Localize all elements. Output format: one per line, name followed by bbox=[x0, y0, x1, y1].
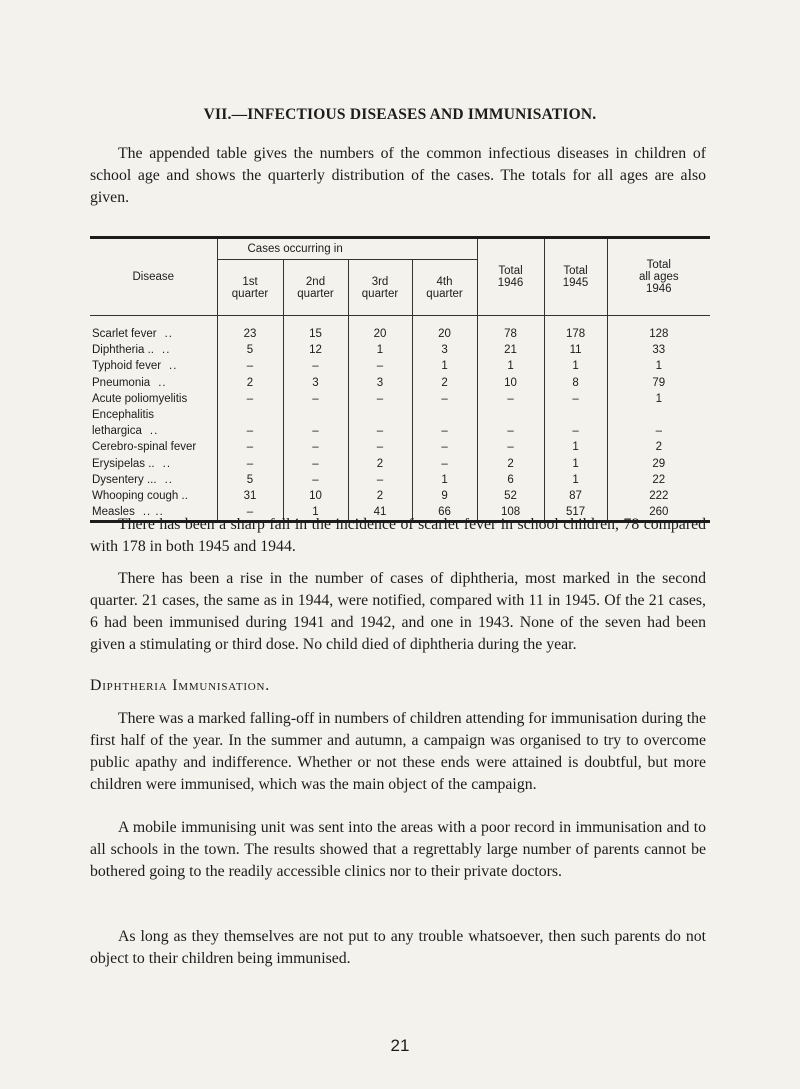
cell-q2: – bbox=[283, 439, 348, 455]
cell-q2: 15 bbox=[283, 326, 348, 342]
header-total-1946-line2: 1946 bbox=[497, 277, 524, 289]
table-row bbox=[90, 342, 710, 358]
cell-t1945: 8 bbox=[544, 375, 607, 391]
table-row bbox=[90, 407, 710, 423]
cell-q1: – bbox=[217, 358, 283, 374]
cell-q4: 1 bbox=[412, 358, 477, 374]
header-q4-line2: quarter bbox=[426, 287, 463, 300]
cell-all: 1 bbox=[607, 358, 710, 374]
table-row bbox=[90, 326, 710, 342]
cell-q1: – bbox=[217, 423, 283, 439]
cell-t1945: 178 bbox=[544, 326, 607, 342]
cell-q3: – bbox=[348, 391, 412, 407]
cell-all bbox=[607, 407, 710, 423]
cell-all: 1 bbox=[607, 391, 710, 407]
leader-dots: .. bbox=[162, 457, 172, 470]
cell-t1945: 1 bbox=[544, 472, 607, 488]
cell-q2: 12 bbox=[283, 342, 348, 358]
table-row bbox=[90, 375, 710, 391]
disease-name: Pneumonia bbox=[92, 376, 151, 389]
table-row bbox=[90, 391, 710, 407]
cell-q1 bbox=[217, 407, 283, 423]
cell-t1945: 87 bbox=[544, 488, 607, 504]
disease-name-cell bbox=[90, 342, 217, 358]
disease-name-cell bbox=[90, 358, 217, 374]
disease-name: Typhoid fever bbox=[92, 360, 162, 373]
cell-q2: 1 bbox=[283, 504, 348, 520]
cell-all: 2 bbox=[607, 439, 710, 455]
header-q3 bbox=[348, 260, 412, 316]
disease-name: Dysentery ... bbox=[92, 473, 157, 486]
header-all-line2: all ages bbox=[638, 271, 679, 283]
cell-t1945: 1 bbox=[544, 456, 607, 472]
cell-q3: 1 bbox=[348, 342, 412, 358]
disease-name-cell bbox=[90, 456, 217, 472]
cell-q2: – bbox=[283, 456, 348, 472]
diseases-table bbox=[90, 236, 710, 523]
cell-t1946 bbox=[477, 407, 544, 423]
header-total-1945 bbox=[544, 239, 607, 316]
cell-q1: – bbox=[217, 391, 283, 407]
disease-name: Encephalitis bbox=[92, 409, 155, 422]
table-body bbox=[90, 316, 710, 521]
cell-q1: 23 bbox=[217, 326, 283, 342]
header-total-1945-line2: 1945 bbox=[562, 277, 589, 289]
header-total-all-ages bbox=[607, 239, 710, 316]
header-q3-line1: 3rd bbox=[371, 275, 389, 288]
cell-q2: – bbox=[283, 423, 348, 439]
cell-q3: 20 bbox=[348, 326, 412, 342]
cell-q1: – bbox=[217, 504, 283, 520]
leader-dots: .. bbox=[149, 425, 159, 438]
disease-name: Cerebro-spinal fever bbox=[92, 441, 197, 454]
disease-name: Acute poliomyelitis bbox=[92, 392, 188, 405]
leader-dots: .. bbox=[162, 344, 171, 357]
diphtheria-paragraph: There has been a rise in the number of cases of diphtheria, most marked in the second quarter. 21 cases, the same as in 1944, were notified, compared with 11 in 1945. Of the 21 cases, 6 had been immunised during 1941 and 1942, and one in 1943. None of the seven had been given a stimulating or third dose. No child died of diphtheria during the year. bbox=[90, 570, 706, 653]
page-heading: VII.—INFECTIOUS DISEASES AND IMMUNISATION. bbox=[203, 106, 597, 123]
table-row bbox=[90, 423, 710, 439]
cell-q2: – bbox=[283, 472, 348, 488]
cell-t1946: 1 bbox=[477, 358, 544, 374]
header-all-line3: 1946 bbox=[646, 283, 672, 295]
cell-q4: – bbox=[412, 456, 477, 472]
header-total-1945-line1: Total bbox=[563, 265, 588, 277]
disease-name: Erysipelas .. bbox=[92, 457, 155, 470]
header-q2 bbox=[283, 260, 348, 316]
cell-all: 22 bbox=[607, 472, 710, 488]
header-q2-line2: quarter bbox=[297, 287, 334, 300]
cell-q3 bbox=[348, 407, 412, 423]
section-title: Diphtheria Immunisation. bbox=[90, 677, 271, 694]
cell-q3: 41 bbox=[348, 504, 412, 520]
disease-name: lethargica bbox=[92, 425, 142, 438]
cell-q4: 9 bbox=[412, 488, 477, 504]
cell-t1946: – bbox=[477, 391, 544, 407]
cell-t1945 bbox=[544, 407, 607, 423]
disease-name-cell bbox=[90, 391, 217, 407]
header-total-1946-line1: Total bbox=[498, 265, 523, 277]
cell-t1945: 11 bbox=[544, 342, 607, 358]
disease-name: Whooping cough .. bbox=[92, 490, 188, 503]
cell-t1946: 108 bbox=[477, 504, 544, 520]
cell-all: 260 bbox=[607, 504, 710, 520]
header-total-1946 bbox=[477, 239, 544, 316]
cell-t1946: 10 bbox=[477, 375, 544, 391]
intro-paragraph: The appended table gives the numbers of the common infectious diseases in children of school age and shows the quarterly distribution of the cases. The totals for all ages are also given. bbox=[90, 145, 706, 206]
as-long-paragraph: As long as they themselves are not put to any trouble whatsoever, then such parents do not object to their children being immunised. bbox=[90, 928, 706, 967]
cell-q2: – bbox=[283, 391, 348, 407]
cell-t1946: 21 bbox=[477, 342, 544, 358]
cell-q4: 20 bbox=[412, 326, 477, 342]
header-q1-line1: 1st bbox=[242, 275, 258, 288]
cell-q2: – bbox=[283, 358, 348, 374]
table-gap-row bbox=[90, 316, 710, 327]
table-row bbox=[90, 488, 710, 504]
cell-t1945: – bbox=[544, 391, 607, 407]
table-row bbox=[90, 358, 710, 374]
cell-q3: 2 bbox=[348, 488, 412, 504]
header-q4 bbox=[412, 260, 477, 316]
cell-q1: 2 bbox=[217, 375, 283, 391]
cell-t1945: 517 bbox=[544, 504, 607, 520]
disease-name-cell bbox=[90, 375, 217, 391]
cell-q4: 66 bbox=[412, 504, 477, 520]
cell-q1: – bbox=[217, 456, 283, 472]
cell-q2: 10 bbox=[283, 488, 348, 504]
header-disease: Disease bbox=[90, 239, 217, 316]
cell-t1946: – bbox=[477, 423, 544, 439]
cell-all: 79 bbox=[607, 375, 710, 391]
cell-q4: 2 bbox=[412, 375, 477, 391]
cell-q4: 1 bbox=[412, 472, 477, 488]
header-q4-line1: 4th bbox=[436, 275, 453, 288]
cell-q2: 3 bbox=[283, 375, 348, 391]
leader-dots: .. bbox=[158, 376, 167, 389]
cell-t1945: – bbox=[544, 423, 607, 439]
cell-q4: 3 bbox=[412, 342, 477, 358]
cell-all: – bbox=[607, 423, 710, 439]
cell-all: 222 bbox=[607, 488, 710, 504]
scarlet-fever-paragraph: There has been a sharp fall in the incidence of scarlet fever in school children, 78 compared with 178 in both 1945 and 1944. bbox=[90, 516, 706, 555]
cell-t1946: 6 bbox=[477, 472, 544, 488]
leader-dots: .. bbox=[164, 328, 173, 340]
cell-q3: 2 bbox=[348, 456, 412, 472]
disease-name-cell bbox=[90, 488, 217, 504]
cell-q1: 31 bbox=[217, 488, 283, 504]
cell-q3: – bbox=[348, 439, 412, 455]
cell-t1946: – bbox=[477, 439, 544, 455]
header-cases-occurring: Cases occurring in bbox=[217, 239, 477, 260]
cell-q1: – bbox=[217, 439, 283, 455]
header-q1 bbox=[217, 260, 283, 316]
leader-dots: .. bbox=[164, 473, 173, 486]
header-q1-line2: quarter bbox=[231, 287, 269, 300]
header-all-line1: Total bbox=[646, 259, 671, 271]
cell-q4 bbox=[412, 407, 477, 423]
table-row bbox=[90, 456, 710, 472]
table-row bbox=[90, 472, 710, 488]
falloff-paragraph: There was a marked falling-off in numbers of children attending for immunisation during the first half of the year. In the summer and autumn, a campaign was organised to try to overcome public apathy and indifference. Whether or not these ends were attained is doubtful, but more children were immunised, which was the main object of the campaign. bbox=[90, 710, 706, 793]
header-q2-line1: 2nd bbox=[305, 275, 326, 288]
mobile-unit-paragraph: A mobile immunising unit was sent into the areas with a poor record in immunisation and to all schools in the town. The results showed that a regrettably large number of parents cannot be bothered going to the readily accessible clinics nor to their private doctors. bbox=[90, 819, 706, 880]
disease-name-cell bbox=[90, 472, 217, 488]
cell-q2 bbox=[283, 407, 348, 423]
cell-q3: – bbox=[348, 358, 412, 374]
disease-name: Diphtheria .. bbox=[92, 344, 155, 357]
cell-q4: – bbox=[412, 423, 477, 439]
cell-q1: 5 bbox=[217, 472, 283, 488]
page-number: 21 bbox=[390, 1036, 410, 1055]
cell-q4: – bbox=[412, 439, 477, 455]
cell-all: 29 bbox=[607, 456, 710, 472]
cell-t1946: 2 bbox=[477, 456, 544, 472]
disease-name-cell bbox=[90, 439, 217, 455]
disease-name-cell bbox=[90, 423, 217, 439]
cell-q3: – bbox=[348, 423, 412, 439]
header-q3-line2: quarter bbox=[361, 287, 399, 300]
cell-all: 128 bbox=[607, 326, 710, 342]
cell-q1: 5 bbox=[217, 342, 283, 358]
leader-dots: .. .. bbox=[142, 506, 164, 519]
disease-name: Measles bbox=[92, 506, 135, 519]
cell-all: 33 bbox=[607, 342, 710, 358]
disease-name: Scarlet fever bbox=[92, 328, 157, 340]
disease-name-cell bbox=[90, 326, 217, 342]
cell-t1946: 52 bbox=[477, 488, 544, 504]
cell-q4: – bbox=[412, 391, 477, 407]
disease-name-cell bbox=[90, 407, 217, 423]
cell-q3: – bbox=[348, 472, 412, 488]
table-row bbox=[90, 439, 710, 455]
cell-q3: 3 bbox=[348, 375, 412, 391]
cell-t1945: 1 bbox=[544, 439, 607, 455]
cell-t1945: 1 bbox=[544, 358, 607, 374]
cell-t1946: 78 bbox=[477, 326, 544, 342]
leader-dots: .. bbox=[169, 360, 178, 373]
